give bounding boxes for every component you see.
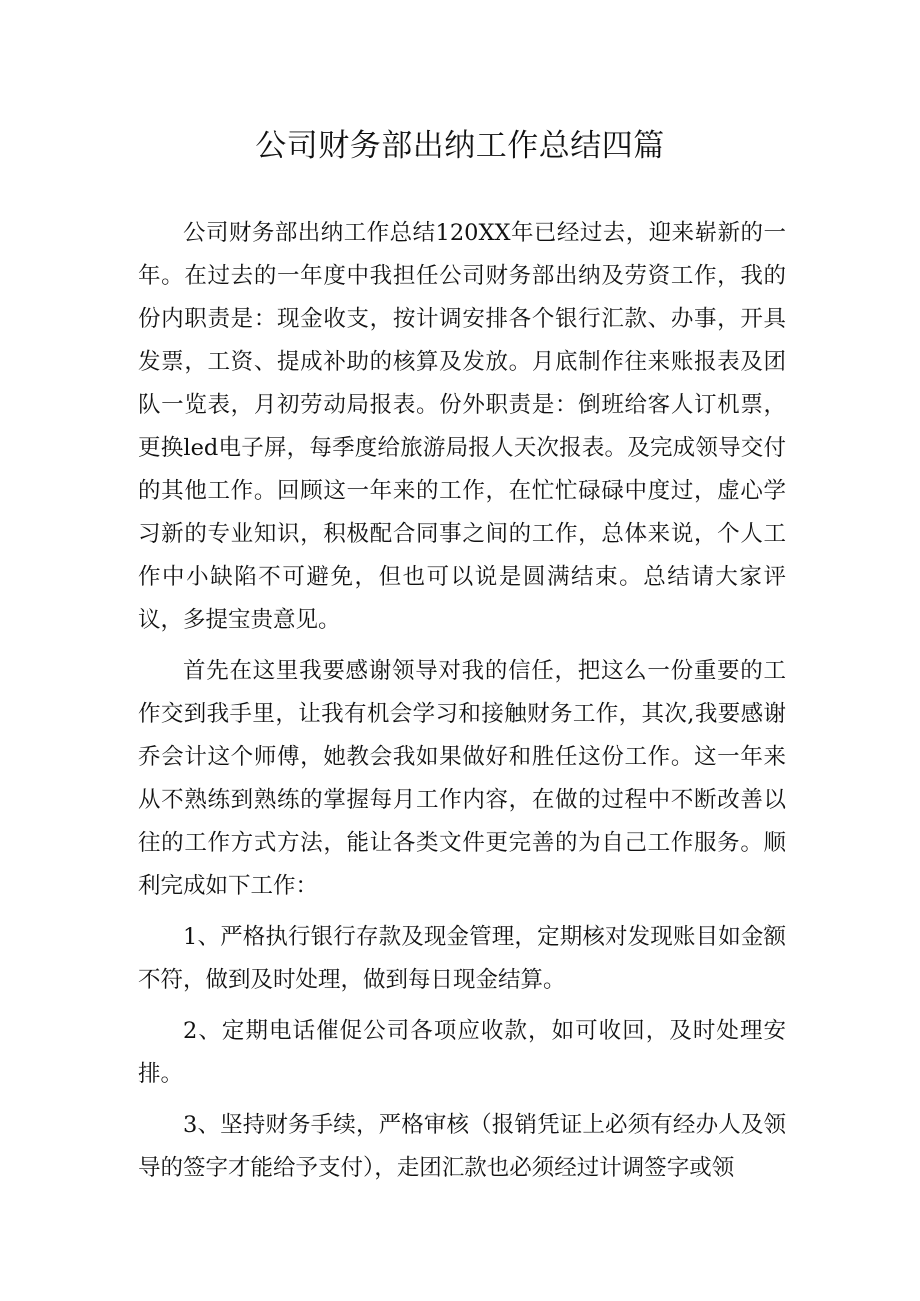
paragraph-intro: 公司财务部出纳工作总结120XX年已经过去，迎来崭新的一年。在过去的一年度中我担任公司财务部出纳及劳资工作，我的份内职责是：现金收支，按计调安排各个银行汇款、办事，开具发票，工资、提成补助的核算及发放。月底制作往来账报表及团队一览表，月初劳动局报表。份外职责是：倒班给客人订机票，更换led电子屏，每季度给旅游局报人天次报表。及完成领导交付的其他工作。回顾这一年来的工作，在忙忙碌碌中度过，虚心学习新的专业知识，积极配合同事之间的工作，总体来说，个人工作中小缺陷不可避免，但也可以说是圆满结束。总结请大家评议，多提宝贵意见。 (138, 220, 786, 633)
document-title: 公司财务部出纳工作总结四篇 (255, 128, 665, 164)
document-body (138, 212, 786, 1198)
list-item-1: 1、严格执行银行存款及现金管理，定期核对发现账目如金额不符，做到及时处理，做到每日现金结算。 (138, 924, 786, 993)
paragraph-thanks: 首先在这里我要感谢领导对我的信任，把这么一份重要的工作交到我手里，让我有机会学习和接触财务工作，其次,我要感谢乔会计这个师傅，她教会我如果做好和胜任这份工作。这一年来从不熟练到熟练的掌握每月工作内容，在做的过程中不断改善以往的工作方式方法，能让各类文件更完善的为自己工作服务。顺利完成如下工作： (138, 658, 786, 899)
list-item-3: 3、坚持财务手续，严格审核（报销凭证上必须有经办人及领导的签字才能给予支付），走团汇款也必须经过计调签字或领 (138, 1112, 786, 1181)
list-item-2: 2、定期电话催促公司各项应收款，如可收回，及时处理安排。 (138, 1018, 786, 1087)
